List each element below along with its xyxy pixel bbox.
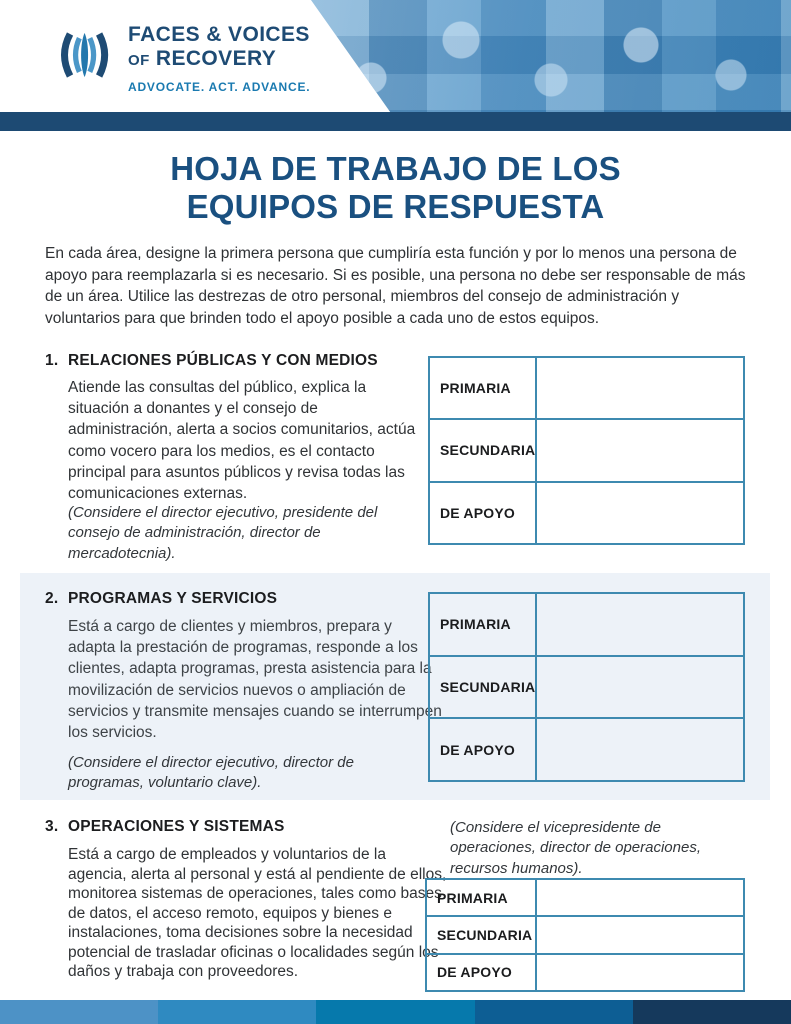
section2-note: (Considere el director ejecutivo, director de programas, voluntario clave). bbox=[68, 754, 354, 792]
row-label-secundaria: SECUNDARIA bbox=[427, 917, 537, 952]
assignment-table-3 bbox=[425, 878, 745, 992]
section3-number: 3. bbox=[45, 818, 59, 835]
section2-heading-text: PROGRAMAS Y SERVICIOS bbox=[68, 590, 278, 607]
table-row bbox=[430, 420, 743, 482]
table-row bbox=[427, 917, 743, 954]
logo-line1: FACES & VOICES bbox=[128, 23, 310, 46]
table-row bbox=[427, 880, 743, 917]
fill-in-cell bbox=[537, 657, 743, 718]
footer-color-bar bbox=[0, 1000, 791, 1024]
fill-in-cell bbox=[537, 719, 743, 780]
section3-heading-text: OPERACIONES Y SISTEMAS bbox=[68, 818, 285, 835]
section1-heading bbox=[45, 352, 378, 370]
section2-number: 2. bbox=[45, 590, 59, 607]
fill-in-cell bbox=[537, 358, 743, 418]
table-row bbox=[430, 483, 743, 543]
section1-heading-text: RELACIONES PÚBLICAS Y CON MEDIOS bbox=[68, 352, 378, 369]
footer-segment bbox=[475, 1000, 633, 1024]
logo-text bbox=[128, 24, 310, 94]
table-row bbox=[427, 955, 743, 990]
fill-in-cell bbox=[537, 880, 743, 915]
footer-segment bbox=[633, 1000, 791, 1024]
row-label-primaria: PRIMARIA bbox=[430, 594, 537, 655]
section3-note: (Considere el vicepresidente de operaciones, director de operaciones, recursos humanos). bbox=[450, 819, 701, 877]
section2-body: Está a cargo de clientes y miembros, prepara y adapta la prestación de programas, responde a los clientes, adapta programas, presta asistencia para la movilización de servicios nuevos o ampliación de servicios y transmite mensajes cuando se interrumpen los servicios. bbox=[68, 618, 442, 742]
logo-icon bbox=[52, 26, 116, 84]
section3-heading bbox=[45, 818, 285, 836]
footer-segment bbox=[316, 1000, 474, 1024]
row-label-secundaria: SECUNDARIA bbox=[430, 420, 537, 480]
table-row bbox=[430, 358, 743, 420]
footer-segment bbox=[158, 1000, 316, 1024]
assignment-table-2 bbox=[428, 592, 745, 782]
section1-number: 1. bbox=[45, 352, 59, 369]
photo-collage bbox=[311, 0, 791, 112]
row-label-secundaria: SECUNDARIA bbox=[430, 657, 537, 718]
fill-in-cell bbox=[537, 955, 743, 990]
row-label-de-apoyo: DE APOYO bbox=[430, 719, 537, 780]
table-row bbox=[430, 594, 743, 657]
logo-line2-word: RECOVERY bbox=[155, 47, 277, 71]
page-title bbox=[0, 150, 791, 227]
intro-paragraph: En cada área, designe la primera persona que cumpliría esta función y por lo menos una persona de apoyo para reemplazarla si es necesario. Si es posible, una persona no debe ser responsable de más de un área. Utilice las destrezas de otro personal, miembros del consejo de administración y voluntarios para que brinden todo el apoyo posible a cada uno de estos equipos. bbox=[45, 245, 746, 327]
assignment-table-1 bbox=[428, 356, 745, 545]
page-title-line1: HOJA DE TRABAJO DE LOS bbox=[170, 150, 621, 187]
logo-line2 bbox=[128, 48, 310, 70]
row-label-primaria: PRIMARIA bbox=[430, 358, 537, 418]
logo-tagline: ADVOCATE. ACT. ADVANCE. bbox=[128, 80, 311, 95]
section1-body: Atiende las consultas del público, explica la situación a donantes y el consejo de administración, alerta a socios comunitarios, actúa como vocero para los medios, es el contacto principal para asuntos públicos y revisa todas las comunicaciones externas. bbox=[68, 379, 416, 503]
fill-in-cell bbox=[537, 917, 743, 952]
section1-note: (Considere el director ejecutivo, presidente del consejo de administración, director de mercadotecnia). bbox=[68, 504, 378, 562]
fill-in-cell bbox=[537, 483, 743, 543]
page-title-line2: EQUIPOS DE RESPUESTA bbox=[186, 188, 605, 226]
header-divider-bar bbox=[0, 112, 791, 131]
section3-body: Está a cargo de empleados y voluntarios de la agencia, alerta al personal y está al pendiente de ellos, monitorea sistemas de operaciones, tales como bases de datos, el acceso remoto, equipos y bienes e instalaciones, toma decisiones sobre la necesidad potencial de trasladar oficinas o localidades según los daños y trabaja con proveedores. bbox=[68, 846, 447, 981]
row-label-primaria: PRIMARIA bbox=[427, 880, 537, 915]
section2-heading bbox=[45, 590, 277, 608]
footer-segment bbox=[0, 1000, 158, 1024]
table-row bbox=[430, 719, 743, 780]
fill-in-cell bbox=[537, 420, 743, 480]
fill-in-cell bbox=[537, 594, 743, 655]
logo bbox=[52, 24, 310, 94]
table-row bbox=[430, 657, 743, 720]
logo-line2-prefix: OF bbox=[128, 52, 150, 70]
row-label-de-apoyo: DE APOYO bbox=[430, 483, 537, 543]
row-label-de-apoyo: DE APOYO bbox=[427, 955, 537, 990]
